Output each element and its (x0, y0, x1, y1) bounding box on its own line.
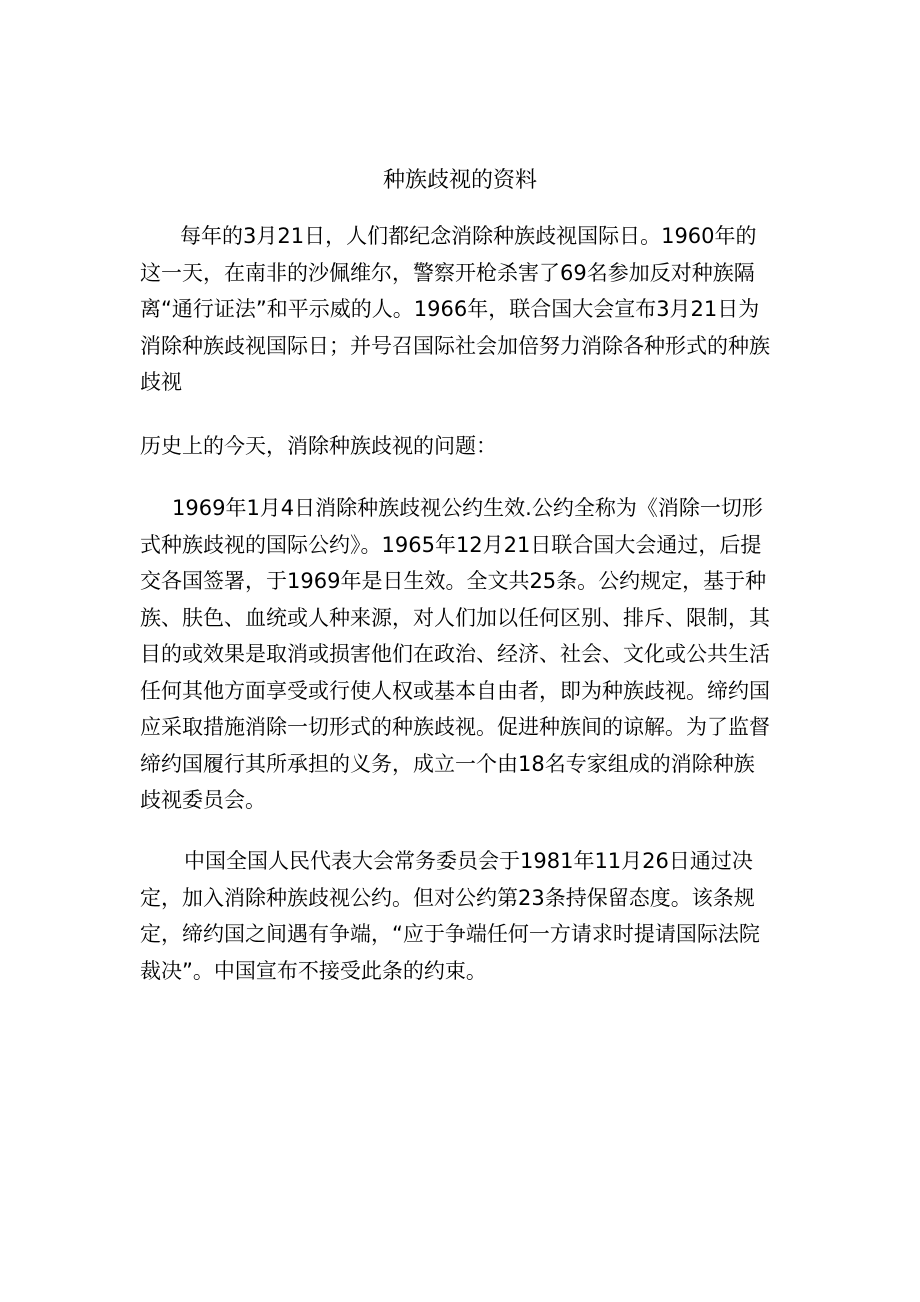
paragraph-china: 中国全国人民代表大会常务委员会于1981年11月26日通过决定，加入消除种族歧视公约。但对公约第23条持保留态度。该条规定，缔约国之间遇有争端，“应于争端任何一方请求时提请国际法院裁决”。中国宣布不接受此条的约束。 (140, 849, 760, 983)
document-title: 种族歧视的资料 (382, 168, 537, 193)
paragraph-convention: 1969年1月4日消除种族歧视公约生效.公约全称为《消除一切形式种族歧视的国际公约》。1965年12月21日联合国大会通过，后提交各国签署，于1969年是日生效。全文共25条。公约规定，基于种族、肤色、血统或人种来源，对人们加以任何区别、排斥、限制，其目的或效果是取消或损害他们在政治、经济、社会、文化或公共生活任何其他方面享受或行使人权或基本自由者，即为种族歧视。缔约国应采取措施消除一切形式的种族歧视。促进种族间的谅解。为了监督缔约国履行其所承担的义务，成立一个由18名专家组成的消除种族歧视委员会。 (140, 496, 770, 812)
paragraph-history-heading: 历史上的今天，消除种族歧视的问题： (140, 434, 497, 458)
paragraph-intro: 每年的3月21日，人们都纪念消除种族歧视国际日。1960年的这一天，在南非的沙佩维尔，警察开枪杀害了69名参加反对种族隔离“通行证法”和平示威的人。1966年，联合国大会宣布3月21日为消除种族歧视国际日；并号召国际社会加倍努力消除各种形式的种族歧视 (140, 224, 770, 394)
